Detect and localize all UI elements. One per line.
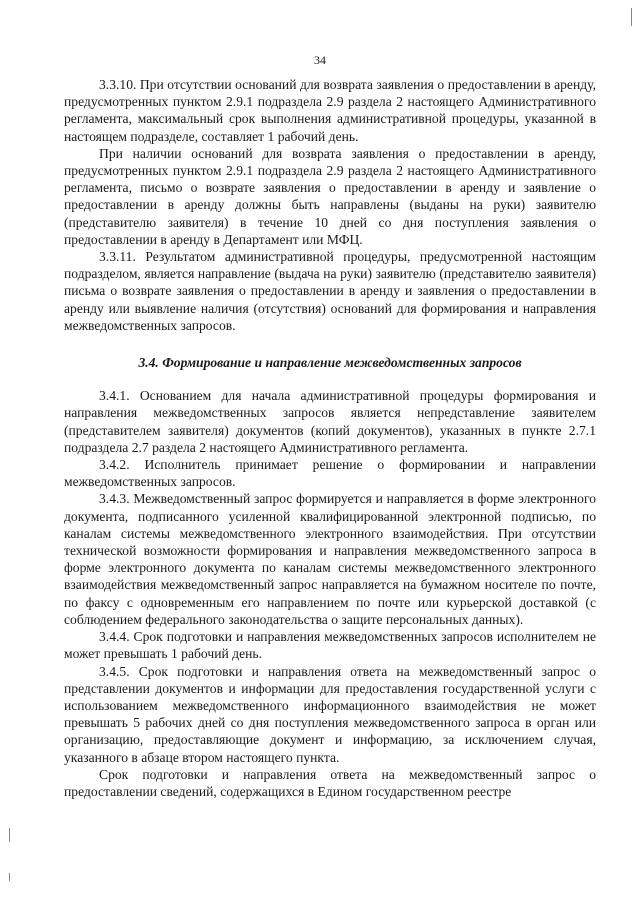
paragraph-3-4-3: 3.4.3. Межведомственный запрос формируется и направляется в форме электронного документа, подписанного усиленной квалифицированной электронной подписью, по каналам системы межведомственного электронного взаимодействия. При отсутствии технической возможности формирования и направления межведомственного запроса в форме электронного документа по каналам системы межведомственного электронного взаимодействия межведомственный запрос направляется на бумажном носителе по почте, по факсу с одновременным его направлением по почте или курьерской доставкой (с соблюдением федерального законодательства о защите персональных данных). (64, 491, 596, 627)
scan-margin-mark (631, 8, 632, 26)
paragraph-response-deadline: Срок подготовки и направления ответа на межведомственный запрос о предоставлении сведений, содержащихся в Едином государственном реестре (64, 766, 596, 799)
paragraph-3-4-5: 3.4.5. Срок подготовки и направления ответа на межведомственный запрос о представлении документов и информации для предоставления государственной услуги с использованием межведомственного информационного взаимодействия не может превышать 5 рабочих дней со дня поступления межведомственного запроса в орган или организацию, предоставляющие документ и информацию, за исключением случая, указанного в абзаце втором настоящего пункта. (64, 663, 596, 765)
page-number: 34 (314, 53, 326, 67)
scan-margin-mark (9, 873, 10, 881)
section-heading-3-4: 3.4. Формирование и направление межведомственных запросов (138, 355, 522, 371)
paragraph-return-grounds: При наличии оснований для возврата заявления о предоставлении в аренду, предусмотренных пунктом 2.9.1 подраздела 2.9 раздела 2 настоящего Административного регламента, письмо о возврате заявления о предоставлении в аренду и заявление о предоставлении в аренду должны быть направлены (выданы на руки) заявителю (представителю заявителя) в течение 10 дней со дня поступления заявления о предоставлении в аренду в Департамент или МФЦ. (64, 145, 596, 247)
paragraph-3-3-11: 3.3.11. Результатом административной процедуры, предусмотренной настоящим подразделом, является направление (выдача на руки) заявителю (представителю заявителя) письма о возврате заявления о предоставлении в аренду и заявления о предоставлении в аренду или выявление наличия (отсутствия) оснований для формирования и направления межведомственных запросов. (64, 249, 596, 333)
page-content (64, 76, 596, 800)
paragraph-3-4-1: 3.4.1. Основанием для начала административной процедуры формирования и направления межведомственных запросов является непредставление заявителем (представителем заявителя) документов (копий документов), указанных в пункте 2.7.1 подраздела 2.7 раздела 2 настоящего Административного регламента. (64, 388, 596, 455)
scan-margin-mark (9, 828, 10, 842)
paragraph-3-4-2: 3.4.2. Исполнитель принимает решение о формировании и направлении межведомственных запросов. (64, 457, 596, 490)
paragraph-3-4-4: 3.4.4. Срок подготовки и направления межведомственных запросов исполнителем не может превышать 1 рабочий день. (64, 629, 596, 662)
paragraph-3-3-10: 3.3.10. При отсутствии оснований для возврата заявления о предоставлении в аренду, предусмотренных пунктом 2.9.1 подраздела 2.9 раздела 2 настоящего Административного регламента, максимальный срок выполнения административной процедуры, указанной в настоящем подразделе, составляет 1 рабочий день. (64, 77, 596, 144)
